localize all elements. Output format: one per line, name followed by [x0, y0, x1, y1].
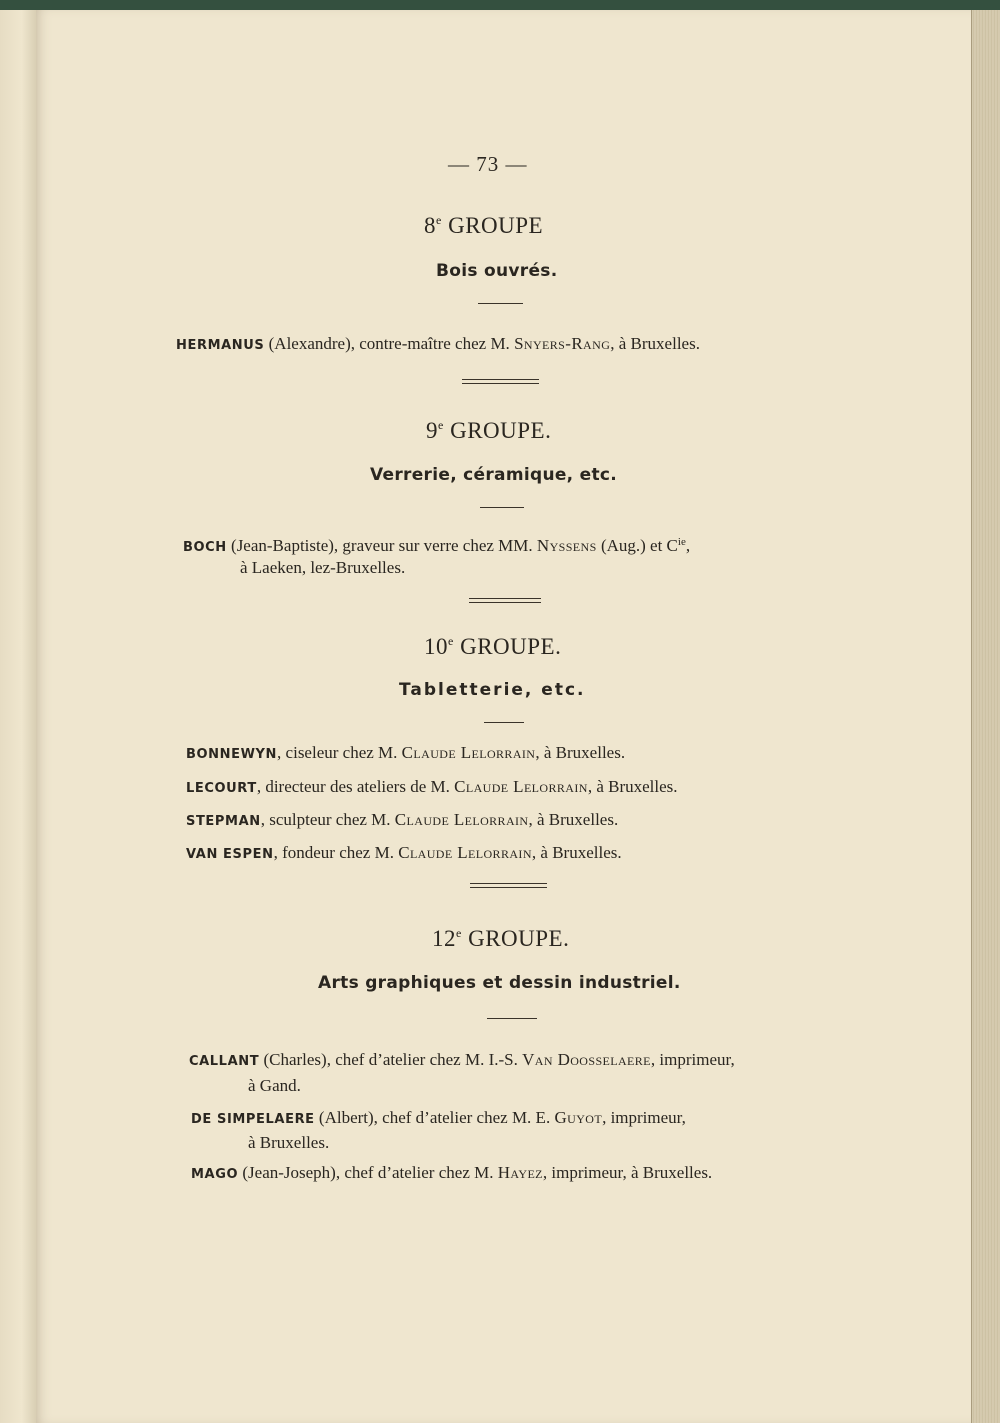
group-title-9: 9e GROUPE.: [426, 418, 552, 443]
entry-van-espen: VAN ESPEN, fondeur chez M. Claude Lelorrain, à Bruxelles.: [186, 843, 622, 862]
group-subtitle-10: Tabletterie, etc.: [399, 680, 586, 700]
group-subtitle-9: Verrerie, céramique, etc.: [370, 465, 618, 485]
entry-callant: CALLANT (Charles), chef d’atelier chez M. I.-S. Van Doosselaere, imprimeur,: [189, 1050, 735, 1069]
entry-callant-continuation: à Gand.: [248, 1076, 301, 1095]
entry-lecourt: LECOURT, directeur des ateliers de M. Claude Lelorrain, à Bruxelles.: [186, 777, 678, 796]
short-rule: [480, 507, 524, 508]
short-rule: [484, 722, 524, 723]
page-number: — 73 —: [448, 152, 528, 176]
double-rule: [462, 379, 539, 384]
page-stack-edge: [971, 10, 1000, 1423]
entry-de-simpelaere-continuation: à Bruxelles.: [248, 1133, 330, 1152]
short-rule: [487, 1018, 537, 1019]
group-title-8: 8e GROUPE: [424, 213, 544, 238]
entry-mago: MAGO (Jean-Joseph), chef d’atelier chez M. Hayez, imprimeur, à Bruxelles.: [191, 1163, 713, 1182]
short-rule: [478, 303, 523, 304]
entry-boch-continuation: à Laeken, lez-Bruxelles.: [240, 558, 406, 577]
double-rule: [470, 883, 547, 888]
group-title-10: 10e GROUPE.: [424, 634, 562, 659]
entry-boch: BOCH (Jean-Baptiste), graveur sur verre chez MM. Nyssens (Aug.) et $C^{ie}$,: [183, 536, 691, 555]
entry-bonnewyn: BONNEWYN, ciseleur chez M. Claude Lelorrain, à Bruxelles.: [186, 743, 626, 762]
group-title-12: 12e GROUPE.: [432, 926, 570, 951]
group-subtitle-8: Bois ouvrés.: [436, 261, 558, 281]
group-subtitle-12: Arts graphiques et dessin industriel.: [318, 973, 681, 993]
entry-stepman: STEPMAN, sculpteur chez M. Claude Lelorrain, à Bruxelles.: [186, 810, 619, 829]
left-page-edge: [0, 10, 37, 1423]
entry-hermanus: HERMANUS (Alexandre), contre-maître chez M. Snyers-Rang, à Bruxelles.: [176, 334, 700, 353]
entry-de-simpelaere: DE SIMPELAERE (Albert), chef d’atelier chez M. E. Guyot, imprimeur,: [191, 1108, 686, 1127]
double-rule: [469, 598, 541, 603]
